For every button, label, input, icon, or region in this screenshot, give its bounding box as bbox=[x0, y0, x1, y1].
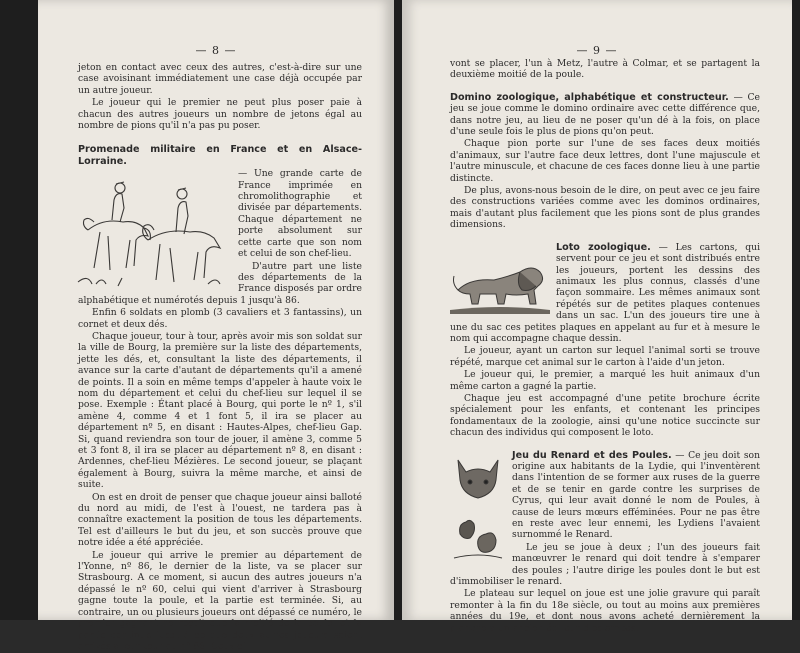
section-heading: Promenade militaire en France et en Alsace-Lorraine. bbox=[78, 144, 362, 167]
paragraph: Le joueur qui, le premier, a marqué les huit animaux d'un même carton a gagné la partie. bbox=[450, 369, 760, 392]
paragraph: On est en droit de penser que chaque joueur ainsi balloté du nord au midi, de l'est à l'ouest, ne tardera pas à connaître exactement la position de tous les départements. Tel est d'ailleurs le but du jeu, et son succès prouve que notre idée a été appréciée. bbox=[78, 491, 362, 549]
right-text-column bbox=[450, 58, 760, 635]
left-text-column bbox=[78, 62, 362, 653]
section-loto bbox=[450, 242, 760, 345]
paragraph: Chaque joueur, tour à tour, après avoir mis son soldat sur la ville de Bourg, la première sur la liste des départements, jette les dés, et, consultant la liste des départements, il avance sur la carte d'autant de départements qu'il a amené de points. Il a soin en même temps d'appeler à haute voix le nom du département et celui du chef-lieu sur lequel il se pose. Exemple : Étant placé à Bourg, qui porte le nº 1, s'il amène 4, comme 4 et 1 font 5, il ira se placer au département nº 5, en disant : Hautes-Alpes, chef-lieu Gap. Si, quand reviendra son tour de jouer, il amène 3, comme 5 et 3 font 8, il ira se placer au département nº 8, en disant : Ardennes, chef-lieu Mézières. Le second joueur, se plaçant également à Bourg, suivra la même marche, et ainsi de suite. bbox=[78, 330, 362, 491]
cavalry-illustration bbox=[78, 170, 230, 291]
paragraph: — Une grande carte de France imprimée en chromolithographie et divisée par départements. Chaque département ne porte absolument sur cette carte que son nom et celui de son chef-lieu. bbox=[238, 168, 362, 260]
paragraph: Chaque pion porte sur l'une de ses faces deux moitiés d'animaux, sur l'autre face deux lettres, dont l'une majuscule et l'autre minuscule, et chacune de ces faces donne lieu à une partie distincte. bbox=[450, 138, 760, 184]
animals-illustration bbox=[450, 454, 506, 569]
section-heading: Domino zoologique, alphabétique et constructeur. bbox=[450, 91, 729, 103]
paragraph: vont se placer, l'un à Metz, l'autre à Colmar, et se partagent la deuxième moitié de la poule. bbox=[450, 58, 760, 81]
page-number: — 9 — bbox=[576, 44, 618, 57]
paragraph: Chaque jeu est accompagné d'une petite brochure écrite spécialement pour les enfants, et contenant les principes fondamentaux de la zoologie, ainsi qu'une notice succincte sur chacun des individus qui composent le loto. bbox=[450, 392, 760, 439]
paragraph: De plus, avons-nous besoin de le dire, on peut avec ce jeu faire des constructions variées comme avec les dominos ordinaires, mais d'autant plus facilement que les pions sont de plus grandes dimensions. bbox=[450, 185, 760, 231]
paragraph: jeton en contact avec ceux des autres, c'est-à-dire sur une case avoisinant immédiatement une case déjà occupée par un autre joueur. bbox=[78, 62, 362, 96]
paragraph: Le plateau sur lequel on joue est une jolie gravure qui paraît remonter à la fin du 18e siècle, ou tout au moins aux premières années du 19e, et dont nous avons acheté dernièrement la planche à un ancien éditeur d'estampes. bbox=[450, 588, 760, 634]
section-text: — Les cartons, qui servent pour ce jeu et sont distribués entre les joueurs, portent les dessins des animaux les plus connus, classés d'une façon sommaire. Les mêmes animaux sont répétés sur de petites plaques contenues dans un sac. L'un des joueurs tire une à une du sac ces petites plaques en appelant au fur et à mesure le nom qui accompagne chaque dessin. bbox=[450, 241, 761, 344]
paragraph: D'autre part une liste des départements de la France disposés par ordre alphabétique et numérotés depuis 1 jusqu'à 86. bbox=[78, 260, 362, 306]
section-renard bbox=[450, 450, 760, 541]
paragraph: Enfin 6 soldats en plomb (3 cavaliers et 3 fantassins), un cornet et deux dés. bbox=[78, 307, 362, 330]
section-text: — Ce jeu se joue comme le domino ordinaire avec cette différence que, dans notre jeu, au lieu de ne poser qu'un dé à la fois, on place d'une seule fois le plus de pions qu'on peut. bbox=[450, 91, 760, 138]
paragraph: Le jeu se joue à deux ; l'un des joueurs fait manœuvrer le renard qui doit tendre à s'emparer des poules ; l'autre dirige les poules dont le but est d'immobiliser le renard. bbox=[450, 541, 760, 588]
page-number: — 8 — bbox=[195, 44, 237, 57]
section-promenade bbox=[78, 144, 362, 167]
section-heading: Jeu du Renard et des Poules. bbox=[512, 449, 672, 461]
paragraph: Le joueur, ayant un carton sur lequel l'animal sorti se trouve répété, marque cet animal sur le carton à l'aide d'un jeton. bbox=[450, 345, 760, 368]
right-page bbox=[402, 0, 792, 634]
section-text: — Ce jeu doit son origine aux habitants de la Lydie, qui l'inventèrent dans l'intention de se former aux ruses de la guerre et de se tenir en garde contre les surprises de Cyrus, qui leur avait donné le nom de Poules, à cause de leurs mœurs efféminées. Pour ne pas être en reste avec leur ennemi, les Lydiens l'avaient surnommé le Renard. bbox=[512, 449, 761, 541]
section-domino bbox=[450, 92, 760, 138]
paragraph: Le joueur qui le premier ne peut plus poser paie à chacun des autres joueurs un nombre de jetons égal au nombre de pions qu'il n'a pas pu poser. bbox=[78, 97, 362, 132]
left-page bbox=[38, 0, 394, 652]
lion-illustration bbox=[450, 254, 550, 319]
section-heading: Loto zoologique. bbox=[556, 241, 651, 253]
paragraph: Le joueur qui arrive le premier au département de l'Yonne, nº 86, le dernier de la liste, va se placer sur Strasbourg. A ce moment, si aucun des autres joueurs n'a dépassé le nº 60, celui qui vient d'arriver à Strasbourg gagne toute la poule, et la partie est terminée. Si, au contraire, un ou plusieurs joueurs ont dépassé ce numéro, le premier gagnant ne reçoit que la moitié de la poule, et la partie continue jusqu'à ce que deux autres joueurs soient arrivés à leur tour au nº 86. Ceux-ci bbox=[78, 549, 362, 652]
